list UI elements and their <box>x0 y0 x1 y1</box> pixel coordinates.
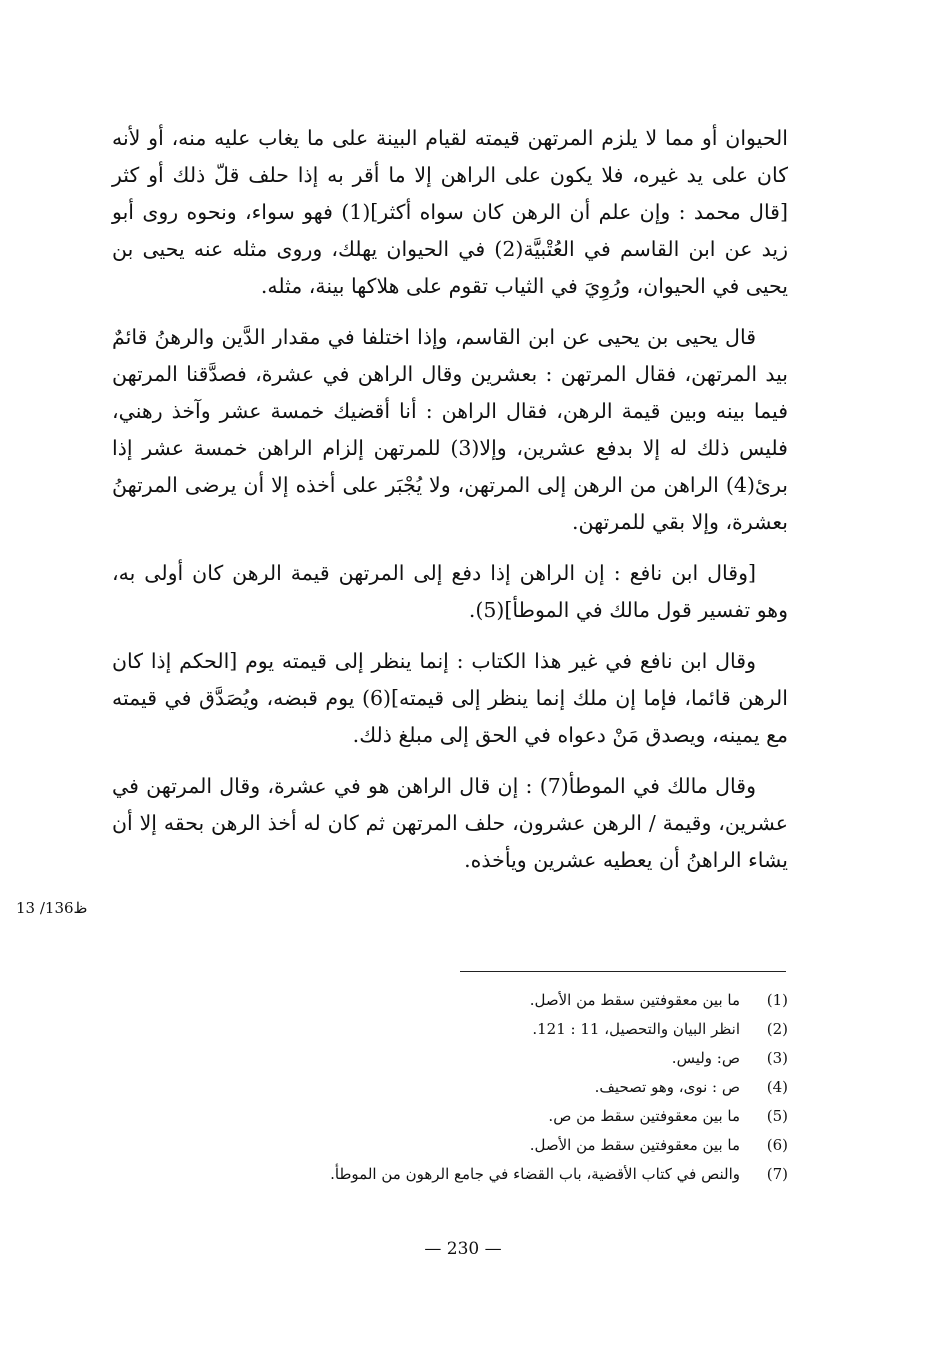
footnote-item <box>260 986 788 1015</box>
paragraph-5: وقال مالك في الموطأ(7) : إن قال الراهن هو في عشرة، وقال المرتهن في عشرين، وقيمة / الرهن عشرون، حلف المرتهن ثم كان له أخذ الرهن بحقه إلا أن يشاء الراهنُ أن يعطيه عشرين ويأخذه. <box>112 774 788 872</box>
footnote-text: ما بين معقوفتين سقط من الأصل. <box>529 1136 740 1154</box>
footnote-text: ما بين معقوفتين سقط من ص. <box>548 1107 740 1125</box>
footnote-number: (7) <box>766 1165 788 1183</box>
footnote-item <box>260 1073 788 1102</box>
paragraph-3: [وقال ابن نافع : إن الراهن إذا دفع إلى المرتهن قيمة الرهن كان أولى به، وهو تفسير قول مالك في الموطأ](5). <box>112 561 788 622</box>
footnote-number: (2) <box>766 1020 788 1038</box>
footnote-number: (1) <box>766 991 788 1009</box>
footnotes <box>260 986 788 1189</box>
main-text <box>112 120 788 893</box>
footnote-number: (5) <box>766 1107 788 1125</box>
paragraph-1: الحيوان أو مما لا يلزم المرتهن قيمته لقيام البينة على ما يغاب عليه منه، أو لأنه كان على يد غيره، فلا يكون على الراهن إلا ما أقر به إذا حلف قلّ ذلك أو كثر [قال محمد : وإن علم أن الرهن كان سواه أكثر](1) فهو سواء، ونحوه روى أبو زيد عن ابن القاسم في العُتْبيَّة(2) في الحيوان يهلك، وروى مثله عنه يحيى بن يحيى في الحيوان، ورُوِيَ في الثياب تقوم على هلاكها بينة، مثله. <box>112 126 789 298</box>
footnote-divider <box>460 971 786 972</box>
footnote-text: والنص في كتاب الأقضية، باب القضاء في جامع الرهون من الموطأ. <box>330 1165 740 1183</box>
footnote-item <box>260 1015 788 1044</box>
paragraph-2: قال يحيى بن يحيى عن ابن القاسم، وإذا اختلفا في مقدار الدَّين والرهنُ قائمٌ بيد المرتهن، فقال المرتهن : بعشرين وقال الراهن في عشرة، فصدَّقنا المرتهن فيما بينه وبين قيمة الرهن، فقال الراهن : أنا أقضيك خمسة عشر وآخذ رهني، فليس ذلك له إلا بدفع عشرين، وإلا(3) للمرتهن إلزام الراهن خمسة عشر إذا برئ(4) الراهن من الرهن إلى المرتهن، ولا يُجْبَر على أخذه إلا أن يرضى المرتهنُ بعشرة، وإلا بقي للمرتهن. <box>112 325 788 534</box>
footnote-text: ص : نوى، وهو تصحيف. <box>594 1078 740 1096</box>
footnote-number: (6) <box>766 1136 788 1154</box>
paragraph-4: وقال ابن نافع في غير هذا الكتاب : إنما ينظر إلى قيمته يوم [الحكم إذا كان الرهن قائما، فإما إن ملك إنما ينظر إلى قيمته](6) يوم قبضه، ويُصَدَّق في قيمته مع يمينه، ويصدق مَنْ دعواه في الحق إلى مبلغ ذلك. <box>112 649 788 747</box>
page-number: — 230 — <box>424 1239 502 1259</box>
footnote-item <box>260 1044 788 1073</box>
footnote-text: انظر البيان والتحصيل، 11 : 121. <box>532 1020 740 1038</box>
footnote-item <box>260 1160 788 1189</box>
footnote-number: (4) <box>766 1078 788 1096</box>
footnote-item <box>260 1131 788 1160</box>
footnote-number: (3) <box>766 1049 788 1067</box>
footnote-text: ما بين معقوفتين سقط من الأصل. <box>529 991 740 1009</box>
footnote-item <box>260 1102 788 1131</box>
footnote-text: ص: وليس. <box>671 1049 740 1067</box>
manuscript-folio-note: 13 /136ظ <box>16 899 88 917</box>
